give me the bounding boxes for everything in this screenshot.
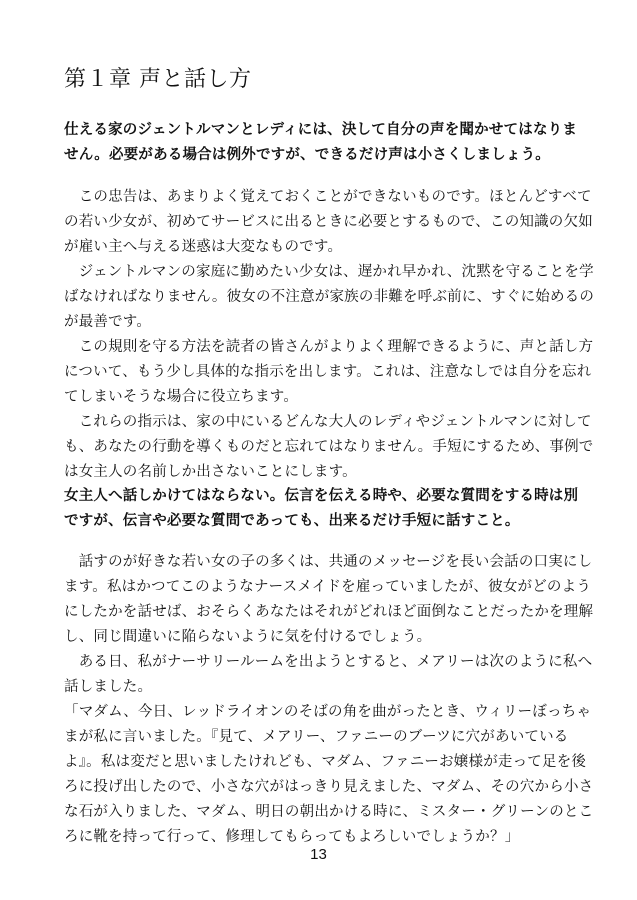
rule-2-line: ですが、伝言や必要な質問であっても、出来るだけ手短に話すこと。 (64, 513, 520, 529)
body-line: な石が入りました、マダム、明日の朝出かける時に、ミスター・グリーンのとこ (64, 804, 594, 820)
body-line: ある日、私がナーサリールームを出ようとすると、メアリーは次のように私へ (64, 654, 593, 670)
rule-2-line: 女主人へ話しかけてはならない。伝言を伝える時や、必要な質問をする時は別 (64, 488, 579, 504)
paragraph-block-2 (64, 550, 594, 850)
body-line: ます。私はかつてこのようなナースメイドを雇っていましたが、彼女がどのよう (64, 579, 592, 595)
body-line: てしまいそうな場合に役立ちます。 (64, 389, 299, 405)
body-line: ジェントルマンの家庭に勤めたい少女は、遅かれ早かれ、沈黙を守ることを学 (64, 264, 594, 280)
rule-1 (64, 118, 584, 168)
body-line: よ』。私は変だと思いましたけれども、マダム、ファニーお嬢様が走って足を後 (64, 754, 587, 770)
body-line: ばなければなりません。彼女の不注意が家族の非難を呼ぶ前に、すぐに始めるの (64, 289, 595, 305)
body-line: も、あなたの行動を導くものだと忘れてはなりません。手短にするため、事例で (64, 439, 594, 455)
body-line: この忠告は、あまりよく覚えておくことができないものです。ほとんどすべて (64, 189, 592, 205)
chapter-title: 第１章 声と話し方 (64, 67, 252, 92)
body-line: が最善です。 (64, 314, 152, 330)
rule-1-line: 仕える家のジェントルマンとレディには、決して自分の声を聞かせてはなりま (64, 122, 578, 138)
body-line: 「マダム、今日、レッドライオンのそばの角を曲がったとき、ウィリーぼっちゃ (64, 704, 592, 720)
rule-2 (64, 484, 584, 534)
body-line: ろに投げ出したので、小さな穴がはっきり見えました、マダム、その穴から小さ (64, 779, 594, 795)
body-line: の若い少女が、初めてサービスに出るときに必要とするもので、この知識の欠如 (64, 214, 593, 230)
body-line: にしたかを話せば、おそらくあなたはそれがどれほど面倒なことだったかを理解 (64, 604, 594, 620)
body-line: まが私に言いました。『見て、メアリー、ファニーのブーツに穴があいている (64, 729, 569, 745)
body-line: この規則を守る方法を読者の皆さんがよりよく理解できるように、声と話し方 (64, 339, 594, 355)
body-line: し、同じ間違いに陥らないように気を付けるでしょう。 (64, 629, 432, 645)
paragraph-block-1 (64, 185, 595, 485)
body-line: が雇い主へ与える迷惑は大変なものです。 (64, 239, 343, 255)
body-line: これらの指示は、家の中にいるどんな大人のレディやジェントルマンに対して (64, 414, 592, 430)
rule-1-line: せん。必要がある場合は例外ですが、できるだけ声は小さくしましょう。 (64, 147, 550, 163)
body-line: 話すのが好きな若い女の子の多くは、共通のメッセージを長い会話の口実にし (64, 554, 593, 570)
body-line: について、もう少し具体的な指示を出します。これは、注意なしでは自分を忘れ (64, 364, 592, 380)
body-line: は女主人の名前しか出さないことにします。 (64, 464, 357, 480)
body-line: 話しました。 (64, 679, 153, 695)
body-line: ろに靴を持って行って、修理してもらってもよろしいでしょうか？」 (64, 829, 520, 845)
page-number: 13 (310, 846, 327, 863)
